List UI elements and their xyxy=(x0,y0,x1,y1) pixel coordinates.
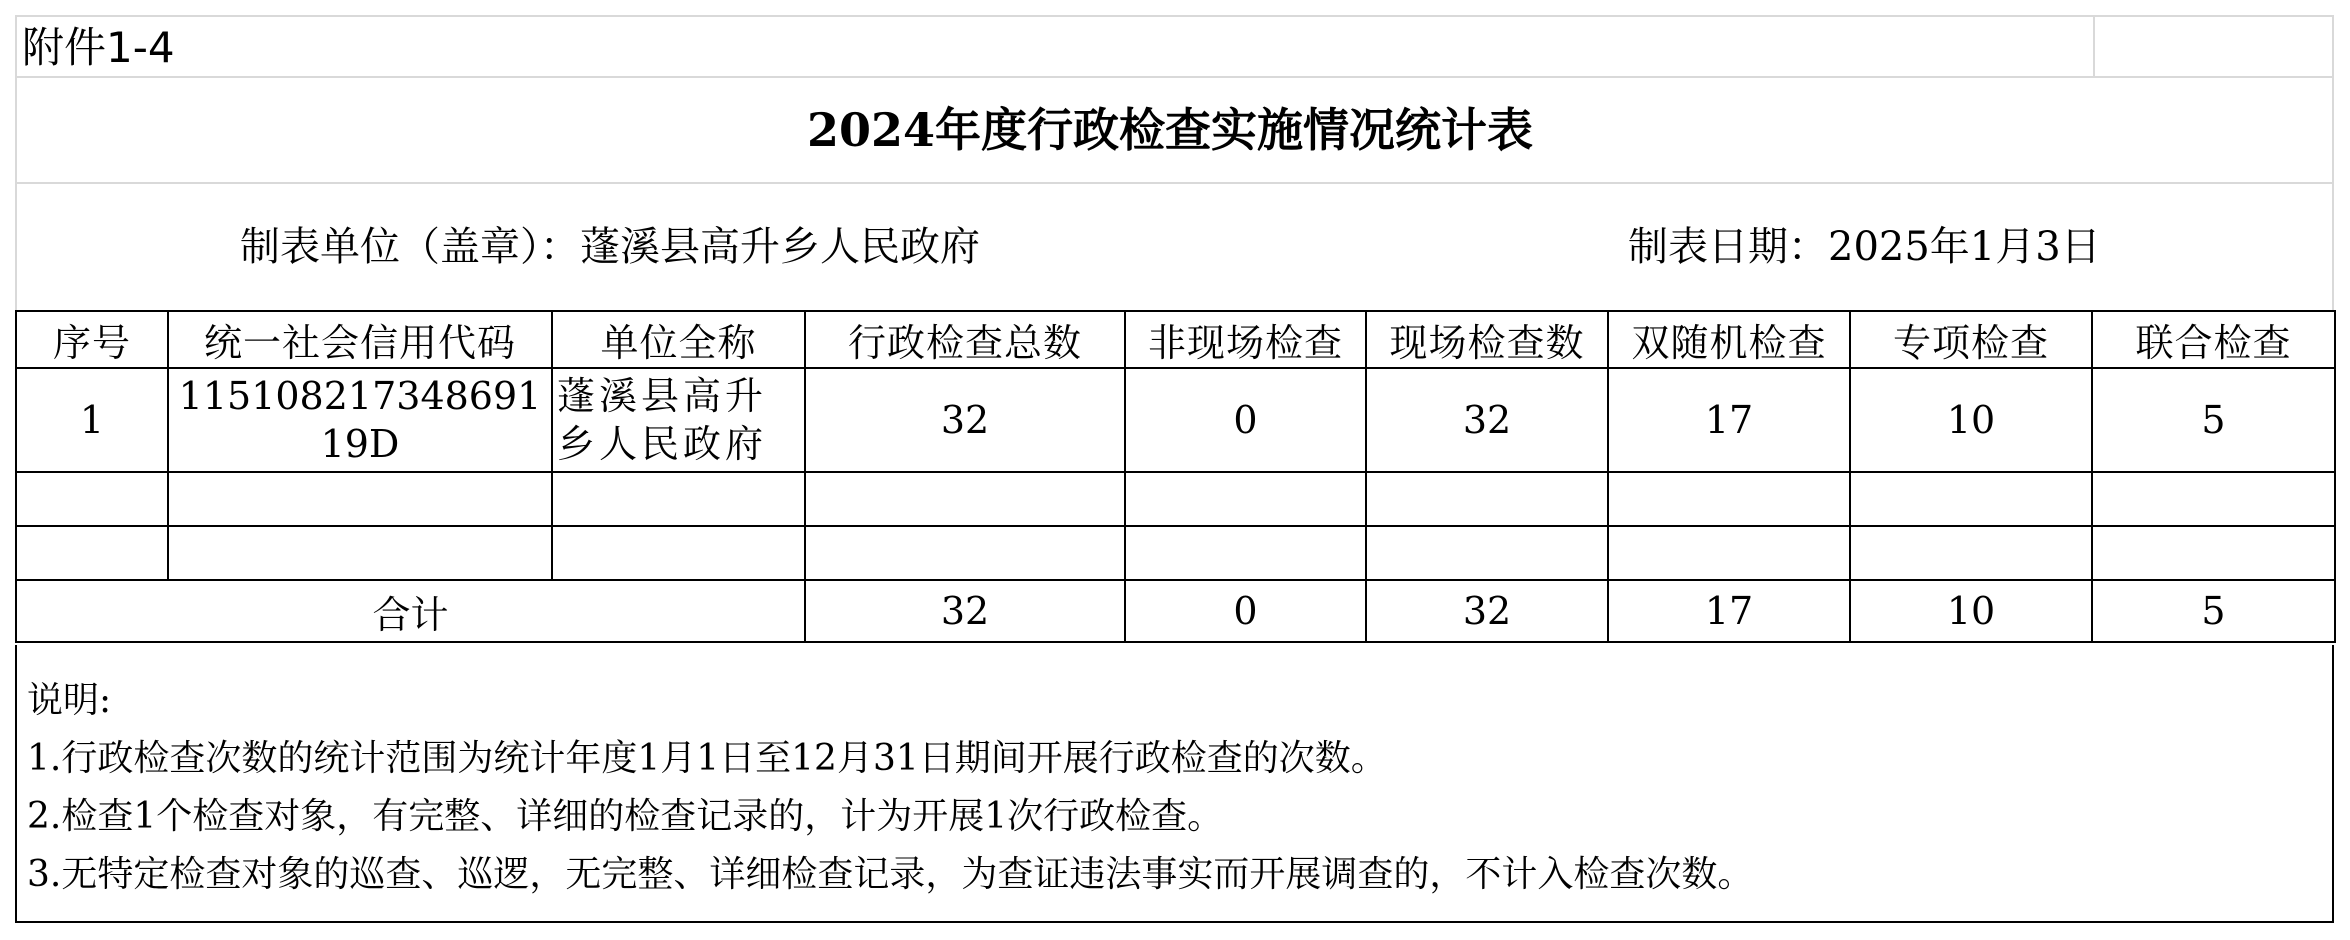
cell-onsite[interactable]: 32 xyxy=(1366,368,1608,472)
empty-cell[interactable] xyxy=(16,472,168,526)
empty-cell[interactable] xyxy=(2092,472,2335,526)
totals-total[interactable]: 32 xyxy=(805,580,1125,642)
empty-cell[interactable] xyxy=(552,526,805,580)
note-item-1: 1.行政检查次数的统计范围为统计年度1月1日至12月31日期间开展行政检查的次数。 xyxy=(27,738,1387,779)
empty-cell[interactable] xyxy=(1366,472,1608,526)
attachment-label: 附件1-4 xyxy=(22,23,175,72)
cell-joint[interactable]: 5 xyxy=(2092,368,2335,472)
header-cell-double-random[interactable]: 双随机检查 xyxy=(1608,311,1850,368)
empty-cell[interactable] xyxy=(1608,526,1850,580)
totals-label[interactable]: 合计 xyxy=(16,580,805,642)
totals-offsite[interactable]: 0 xyxy=(1125,580,1366,642)
cell-double-random[interactable]: 17 xyxy=(1608,368,1850,472)
empty-cell[interactable] xyxy=(168,472,552,526)
empty-cell[interactable] xyxy=(1850,472,2092,526)
unit-name-text: 蓬溪县高升乡人民政府 xyxy=(557,374,768,466)
gridline-right xyxy=(2332,15,2334,310)
header-cell-onsite[interactable]: 现场检查数 xyxy=(1366,311,1608,368)
header-row xyxy=(16,311,2335,368)
empty-cell[interactable] xyxy=(552,472,805,526)
empty-row xyxy=(16,526,2335,580)
prepared-by-unit: 制表单位（盖章）：蓬溪县高升乡人民政府 xyxy=(240,224,980,270)
totals-onsite[interactable]: 32 xyxy=(1366,580,1608,642)
empty-cell[interactable] xyxy=(1125,526,1366,580)
prepared-date: 制表日期：2025年1月3日 xyxy=(1628,224,2101,270)
statistics-table xyxy=(15,310,2336,643)
cell-total[interactable]: 32 xyxy=(805,368,1125,472)
empty-cell[interactable] xyxy=(1850,526,2092,580)
header-cell-total[interactable]: 行政检查总数 xyxy=(805,311,1125,368)
empty-cell[interactable] xyxy=(1125,472,1366,526)
note-item-3: 3.无特定检查对象的巡查、巡逻，无完整、详细检查记录，为查证违法事实而开展调查的，不计入检查次数。 xyxy=(27,854,1754,895)
totals-row xyxy=(16,580,2335,642)
header-cell-unit-name[interactable]: 单位全称 xyxy=(552,311,805,368)
table-row xyxy=(16,368,2335,472)
empty-cell[interactable] xyxy=(805,472,1125,526)
empty-cell[interactable] xyxy=(1366,526,1608,580)
gridline-row1 xyxy=(15,76,2334,78)
header-cell-index[interactable]: 序号 xyxy=(16,311,168,368)
empty-cell[interactable] xyxy=(1608,472,1850,526)
empty-row xyxy=(16,472,2335,526)
totals-double-random[interactable]: 17 xyxy=(1608,580,1850,642)
header-cell-offsite[interactable]: 非现场检查 xyxy=(1125,311,1366,368)
empty-cell[interactable] xyxy=(168,526,552,580)
page-title: 2024年度行政检查实施情况统计表 xyxy=(806,103,1534,157)
header-cell-credit-code[interactable]: 统一社会信用代码 xyxy=(168,311,552,368)
header-cell-joint[interactable]: 联合检查 xyxy=(2092,311,2335,368)
cell-offsite[interactable]: 0 xyxy=(1125,368,1366,472)
note-item-2: 2.检查1个检查对象，有完整、详细的检查记录的，计为开展1次行政检查。 xyxy=(27,796,1224,837)
cell-special[interactable]: 10 xyxy=(1850,368,2092,472)
cell-unit-name[interactable] xyxy=(552,368,805,472)
credit-code-text: 11510821734869119D xyxy=(178,374,542,466)
empty-cell[interactable] xyxy=(16,526,168,580)
totals-joint[interactable]: 5 xyxy=(2092,580,2335,642)
empty-cell[interactable] xyxy=(805,526,1125,580)
cell-index[interactable]: 1 xyxy=(16,368,168,472)
gridline-row2 xyxy=(15,182,2334,184)
cell-credit-code[interactable] xyxy=(168,368,552,472)
totals-special[interactable]: 10 xyxy=(1850,580,2092,642)
notes-heading: 说明: xyxy=(27,680,112,721)
gridline-col xyxy=(2093,15,2095,77)
gridline-top xyxy=(15,15,2334,17)
header-cell-special[interactable]: 专项检查 xyxy=(1850,311,2092,368)
empty-cell[interactable] xyxy=(2092,526,2335,580)
notes-section[interactable] xyxy=(15,645,2334,923)
